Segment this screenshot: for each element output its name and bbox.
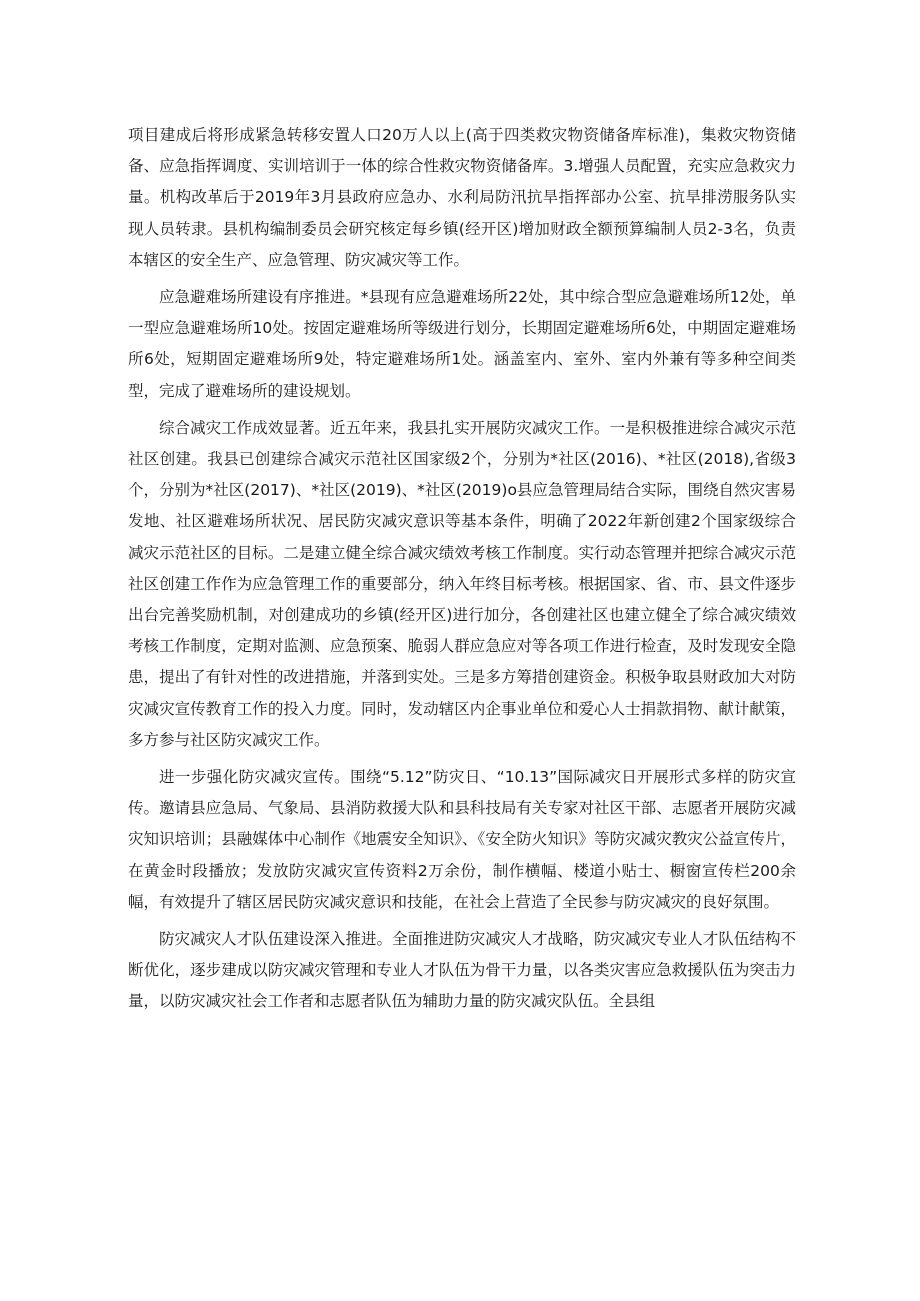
document-body [128, 120, 796, 1024]
paragraph-3: 综合减灾工作成效显著。近五年来，我县扎实开展防灾减灾工作。一是积极推进综合减灾示范社区创建。我县已创建综合减灾示范社区国家级2个，分别为*社区(2016)、*社区(2018),省级3个，分别为*社区(2017)、*社区(2019)、*社区(2019)o县应急管理局结合实际，围绕自然灾害易发地、社区避难场所状况、居民防灾减灾意识等基本条件，明确了2022年新创建2个国家级综合减灾示范社区的目标。二是建立健全综合减灾绩效考核工作制度。实行动态管理并把综合减灾示范社区创建工作作为应急管理工作的重要部分，纳入年终目标考核。根据国家、省、市、县文件逐步出台完善奖励机制，对创建成功的乡镇(经开区)进行加分，各创建社区也建立健全了综合减灾绩效考核工作制度，定期对监测、应急预案、脆弱人群应急应对等各项工作进行检查，及时发现安全隐患，提出了有针对性的改进措施，并落到实处。三是多方筹措创建资金。积极争取县财政加大对防灾减灾宣传教育工作的投入力度。同时，发动辖区内企事业单位和爱心人士捐款捐物、献计献策，多方参与社区防灾减灾工作。 [128, 418, 796, 749]
paragraph-2: 应急避难场所建设有序推进。*县现有应急避难场所22处，其中综合型应急避难场所12处，单一型应急避难场所10处。按固定避难场所等级进行划分，长期固定避难场所6处，中期固定避难场所6处，短期固定避难场所9处，特定避难场所1处。涵盖室内、室外、室内外兼有等多种空间类型，完成了避难场所的建设规划。 [128, 288, 796, 400]
paragraph-5: 防灾减灾人才队伍建设深入推进。全面推进防灾减灾人才战略，防灾减灾专业人才队伍结构不断优化，逐步建成以防灾减灾管理和专业人才队伍为骨干力量，以各类灾害应急救援队伍为突击力量，以防灾减灾社会工作者和志愿者队伍为辅助力量的防灾减灾队伍。全县组 [128, 930, 796, 1011]
paragraph-4: 进一步强化防灾减灾宣传。围绕“5.12”防灾日、“10.13”国际减灾日开展形式多样的防灾宣传。邀请县应急局、气象局、县消防救援大队和县科技局有关专家对社区干部、志愿者开展防灾减灾知识培训；县融媒体中心制作《地震安全知识》、《安全防火知识》等防灾减灾教灾公益宣传片，在黄金时段播放；发放防灾减灾宣传资料2万余份，制作横幅、楼道小贴士、橱窗宣传栏200余幅，有效提升了辖区居民防灾减灾意识和技能，在社会上营造了全民参与防灾减灾的良好氛围。 [128, 768, 796, 911]
paragraph-1: 项目建成后将形成紧急转移安置人口20万人以上(高于四类救灾物资储备库标准)，集救灾物资储备、应急指挥调度、实训培训于一体的综合性救灾物资储备库。3.增强人员配置，充实应急救灾力量。机构改革后于2019年3月县政府应急办、水利局防汛抗旱指挥部办公室、抗旱排涝服务队实现人员转隶。县机构编制委员会研究核定每乡镇(经开区)增加财政全额预算编制人员2-3名，负责本辖区的安全生产、应急管理、防灾减灾等工作。 [128, 126, 796, 269]
